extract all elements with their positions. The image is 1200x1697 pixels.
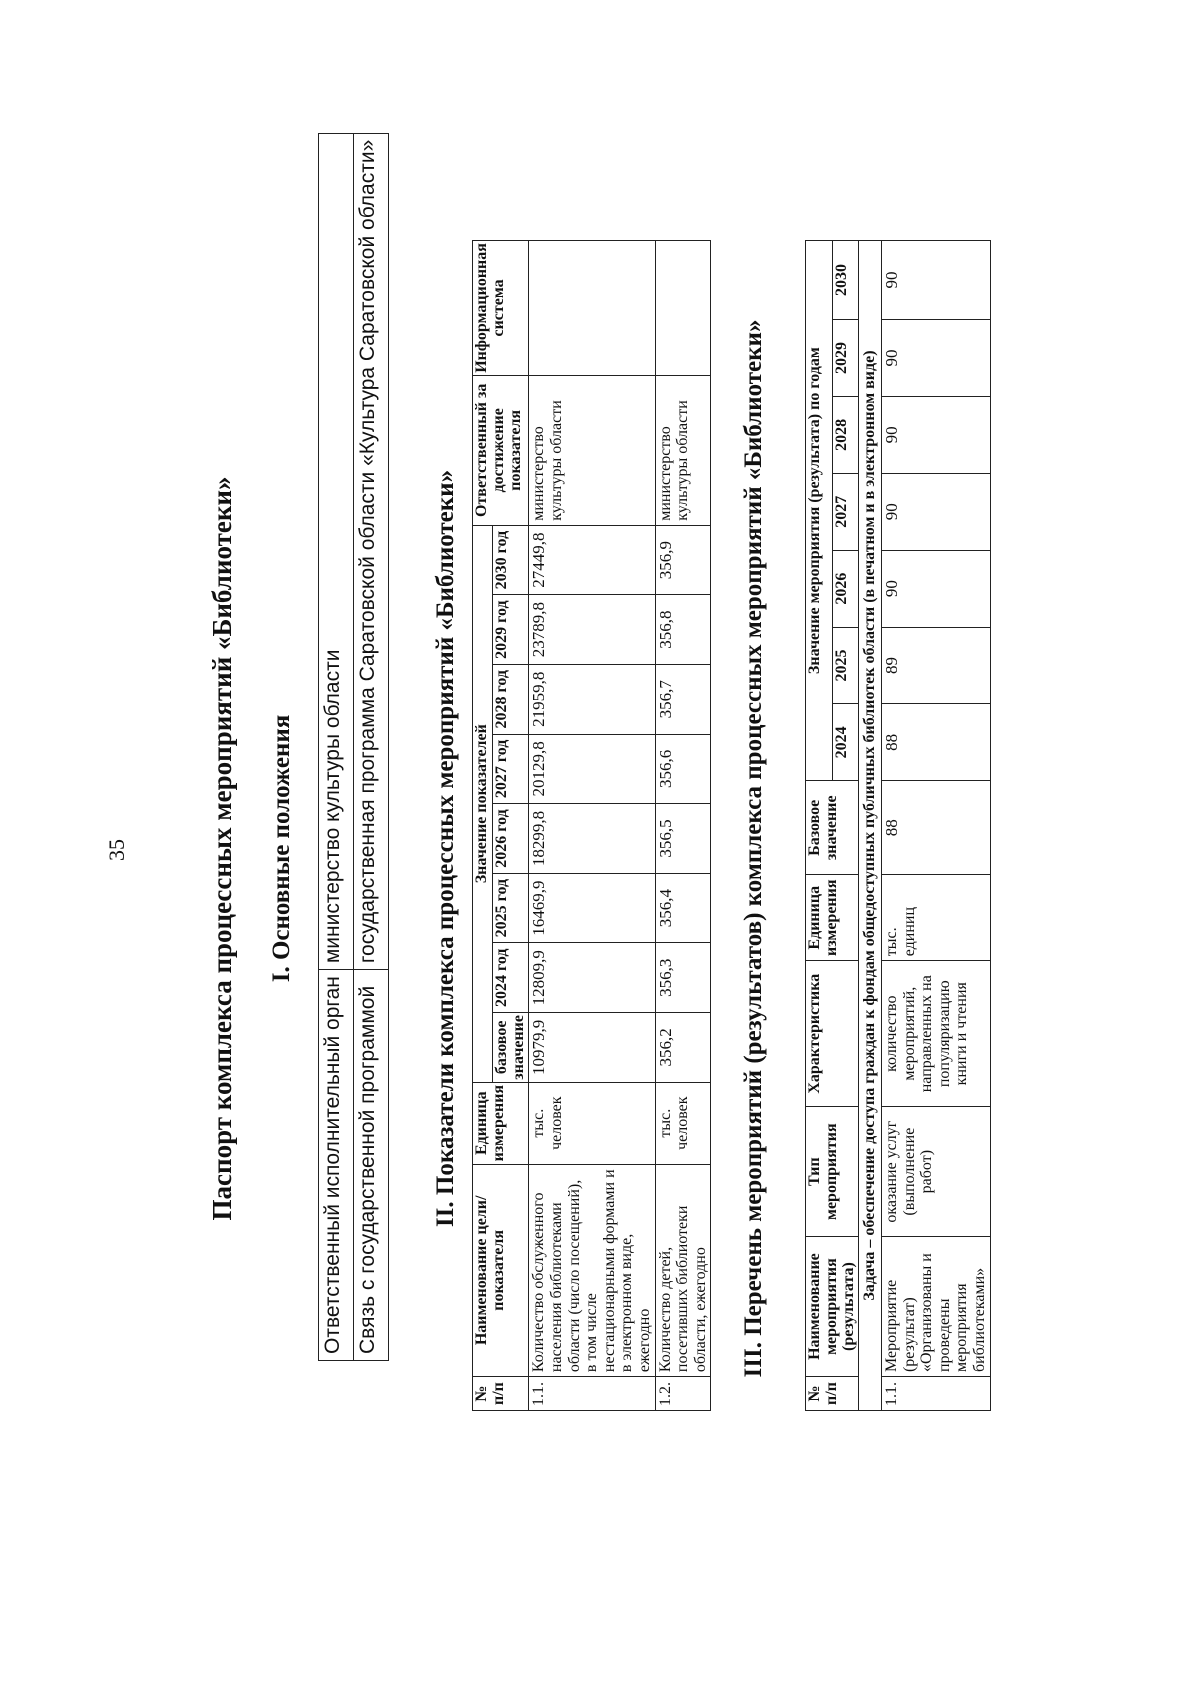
measures-table [805, 240, 991, 1411]
col-header-2029: 2029 год [492, 595, 529, 665]
row-2029: 356,8 [655, 595, 711, 665]
row-2026: 356,5 [655, 804, 711, 874]
row-name: Количество детей, посетивших библиотеки области, ежегодно [655, 1164, 711, 1376]
row-2030: 90 [881, 241, 990, 320]
col-header-2026: 2026 [832, 550, 859, 627]
row-2029: 23789,8 [529, 595, 655, 665]
table-header-row [806, 241, 833, 1411]
col-header-2028: 2028 [832, 396, 859, 473]
program-link-value: государственная программа Саратовской области «Культура Саратовской области» [354, 133, 389, 969]
table-row [881, 241, 990, 1411]
table-row [529, 241, 655, 1411]
col-header-num: № п/п [473, 1377, 529, 1411]
task-row [859, 241, 882, 1411]
col-header-2025: 2025 [832, 627, 859, 704]
col-header-info-system: Информационная система [473, 241, 529, 376]
document-title: Паспорт комплекса процессных мероприятий «Библиотеки» [207, 476, 237, 1221]
program-link-label: Связь с государственной программой [354, 970, 389, 1361]
row-2025: 89 [881, 627, 990, 704]
col-header-2029: 2029 [832, 319, 859, 396]
row-base: 88 [881, 781, 990, 875]
row-num: 1.1. [529, 1377, 655, 1411]
row-responsible: министерство культуры области [529, 375, 655, 525]
row-2027: 356,6 [655, 734, 711, 804]
col-header-base: базовое значение [492, 1013, 529, 1083]
col-header-2027: 2027 [832, 473, 859, 550]
row-characteristic: количество мероприятий, направленных на популяризацию книги и чтения [881, 961, 990, 1107]
col-header-2026: 2026 год [492, 804, 529, 874]
col-header-type: Тип мероприятия [806, 1107, 859, 1237]
col-header-2030: 2030 [832, 241, 859, 320]
row-2024: 88 [881, 704, 990, 781]
col-header-2025: 2025 год [492, 873, 529, 943]
col-header-2028: 2028 год [492, 664, 529, 734]
row-unit: тыс. единиц [881, 875, 990, 961]
indicators-table [472, 240, 711, 1411]
row-2028: 90 [881, 396, 990, 473]
col-header-characteristic: Характеристика [806, 961, 859, 1107]
row-name: Количество обслуженного населения библиотеками области (число посещений), в том числе нестационарными формами и в электронном виде, ежегодно [529, 1164, 655, 1376]
row-unit: тыс. человек [529, 1082, 655, 1164]
section-3-title: III. Перечень мероприятий (результатов) комплекса процессных мероприятий «Библиотеки» [740, 319, 767, 1378]
row-2025: 16469,9 [529, 873, 655, 943]
col-header-unit: Единица измерения [806, 875, 859, 961]
row-base: 356,2 [655, 1013, 711, 1083]
page-number: 35 [104, 839, 129, 861]
col-header-values-group: Значение показателей [473, 525, 493, 1082]
row-type: оказание услуг (выполнение работ) [881, 1107, 990, 1237]
section-1-title: I. Основные положения [268, 714, 295, 983]
col-header-2024: 2024 [832, 704, 859, 781]
row-2029: 90 [881, 319, 990, 396]
row-2025: 356,4 [655, 873, 711, 943]
col-header-values-group: Значение мероприятия (результата) по годам [806, 241, 833, 781]
responsible-body-value: министерство культуры области [319, 133, 354, 969]
basic-info-table [318, 133, 389, 1361]
row-2030: 27449,8 [529, 525, 655, 595]
row-name: Мероприятие (результат) «Организованы и проведены мероприятия библиотеками» [881, 1237, 990, 1377]
row-unit: тыс. человек [655, 1082, 711, 1164]
row-info-system [529, 241, 655, 376]
table-row [319, 133, 354, 1360]
row-2027: 90 [881, 473, 990, 550]
row-base: 10979,9 [529, 1013, 655, 1083]
col-header-2030: 2030 год [492, 525, 529, 595]
row-2028: 21959,8 [529, 664, 655, 734]
col-header-num: № п/п [806, 1377, 859, 1411]
table-row [655, 241, 711, 1411]
col-header-name: Наименование цели/показателя [473, 1164, 529, 1376]
row-2027: 20129,8 [529, 734, 655, 804]
row-2026: 90 [881, 550, 990, 627]
row-info-system [655, 241, 711, 376]
responsible-body-label: Ответственный исполнительный орган [319, 970, 354, 1361]
col-header-2024: 2024 год [492, 943, 529, 1013]
col-header-unit: Единица измерения [473, 1082, 529, 1164]
row-2024: 356,3 [655, 943, 711, 1013]
col-header-responsible: Ответственный за достижение показателя [473, 375, 529, 525]
row-responsible: министерство культуры области [655, 375, 711, 525]
row-2030: 356,9 [655, 525, 711, 595]
col-header-name: Наименование мероприятия (результата) [806, 1237, 859, 1377]
table-header-row [473, 241, 493, 1411]
row-2024: 12809,9 [529, 943, 655, 1013]
row-num: 1.2. [655, 1377, 711, 1411]
row-2026: 18299,8 [529, 804, 655, 874]
row-num: 1.1. [881, 1377, 990, 1411]
col-header-base: Базовое значение [806, 781, 859, 875]
section-2-title: II. Показатели комплекса процессных мероприятий «Библиотеки» [432, 469, 459, 1228]
task-description: Задача – обеспечение доступа граждан к фондам общедоступных публичных библиотек области (в печатном и в электронном виде) [859, 241, 882, 1411]
table-row [354, 133, 389, 1360]
row-2028: 356,7 [655, 664, 711, 734]
col-header-2027: 2027 год [492, 734, 529, 804]
